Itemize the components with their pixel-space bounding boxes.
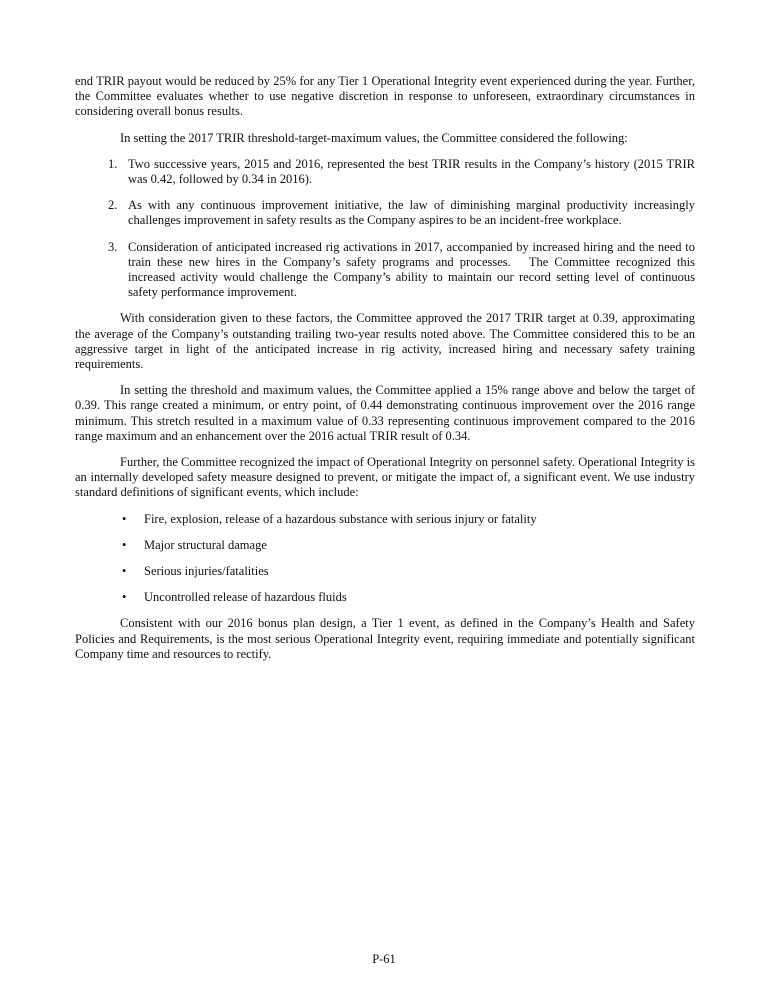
- paragraph-setting-2017-trir: In setting the 2017 TRIR threshold-target-maximum values, the Committee considered the following:: [120, 130, 628, 145]
- list-number: 1.: [108, 156, 118, 171]
- list-item-text: Serious injuries/fatalities: [144, 564, 269, 579]
- list-number: 3.: [108, 239, 118, 254]
- page-number: P-61: [372, 952, 396, 966]
- paragraph-consistent: Consistent with our 2016 bonus plan design, a Tier 1 event, as defined in the Company’s Health and Safety Policies and Requirements, is the most serious Operational Integrity event, requiring immediate and potentially significant Company time and resources to rectify.: [75, 616, 695, 661]
- list-item-text: Major structural damage: [144, 537, 267, 552]
- numbered-list-item-1: [75, 157, 695, 187]
- list-item-text: Two successive years, 2015 and 2016, represented the best TRIR results in the Company’s history (2015 TRIR was 0.42, followed by 0.34 in 2016).: [128, 156, 695, 187]
- bullet-icon: •: [122, 537, 127, 552]
- paragraph-threshold-maximum: In setting the threshold and maximum values, the Committee applied a 15% range above and below the target of 0.39. This range created a minimum, or entry point, of 0.44 demonstrating continuous improvement over the 2016 range minimum. This stretch resulted in a maximum value of 0.33 representing continuous improvement compared to the 2016 range maximum and an enhancement over the 2016 actual TRIR result of 0.34.: [75, 383, 695, 443]
- bullet-list-item-fire: [75, 512, 695, 527]
- numbered-list-item-2: [75, 198, 695, 228]
- list-item-text: As with any continuous improvement initiative, the law of diminishing marginal productivity increasingly challenges improvement in safety results as the Company aspires to be an incident-free workplace.: [128, 198, 695, 228]
- numbered-list: [75, 157, 695, 301]
- bullet-icon: •: [122, 564, 127, 579]
- bullet-list-item-structural: [75, 538, 695, 553]
- numbered-list-item-3: [75, 240, 695, 301]
- list-item-text: Uncontrolled release of hazardous fluids: [144, 590, 347, 605]
- bullet-list: [75, 512, 695, 606]
- page-body: [75, 74, 695, 673]
- list-item-text: Consideration of anticipated increased rig activations in 2017, accompanied by increased hiring and the need to train these new hires in the Company’s safety programs and processes. The Committee recognized this increased activity would challenge the Company’s ability to maintain our record setting level of continuous safety performance improvement.: [128, 239, 695, 300]
- bullet-icon: •: [122, 590, 127, 605]
- bullet-list-item-release: [75, 590, 695, 605]
- paragraph-operational-integrity: Further, the Committee recognized the impact of Operational Integrity on personnel safety. Operational Integrity is an internally developed safety measure designed to prevent, or mitigate the impact of, a significant event. We use industry standard definitions of significant events, which include:: [75, 455, 695, 500]
- paragraph-continuation: end TRIR payout would be reduced by 25% for any Tier 1 Operational Integrity event experienced during the year. Further, the Committee evaluates whether to use negative discretion in response to unforeseen, extraordinary circumstances in considering overall bonus results.: [75, 74, 695, 119]
- list-item-text: Fire, explosion, release of a hazardous substance with serious injury or fatality: [144, 511, 537, 526]
- paragraph-with-consideration: With consideration given to these factors, the Committee approved the 2017 TRIR target at 0.39, approximating the average of the Company’s outstanding trailing two-year results noted above. The Committee considered this to be an aggressive target in light of the anticipated increase in rig activity, increased hiring and necessary safety training requirements.: [75, 311, 695, 372]
- list-number: 2.: [108, 198, 118, 213]
- bullet-icon: •: [122, 511, 127, 526]
- bullet-list-item-injuries: [75, 564, 695, 579]
